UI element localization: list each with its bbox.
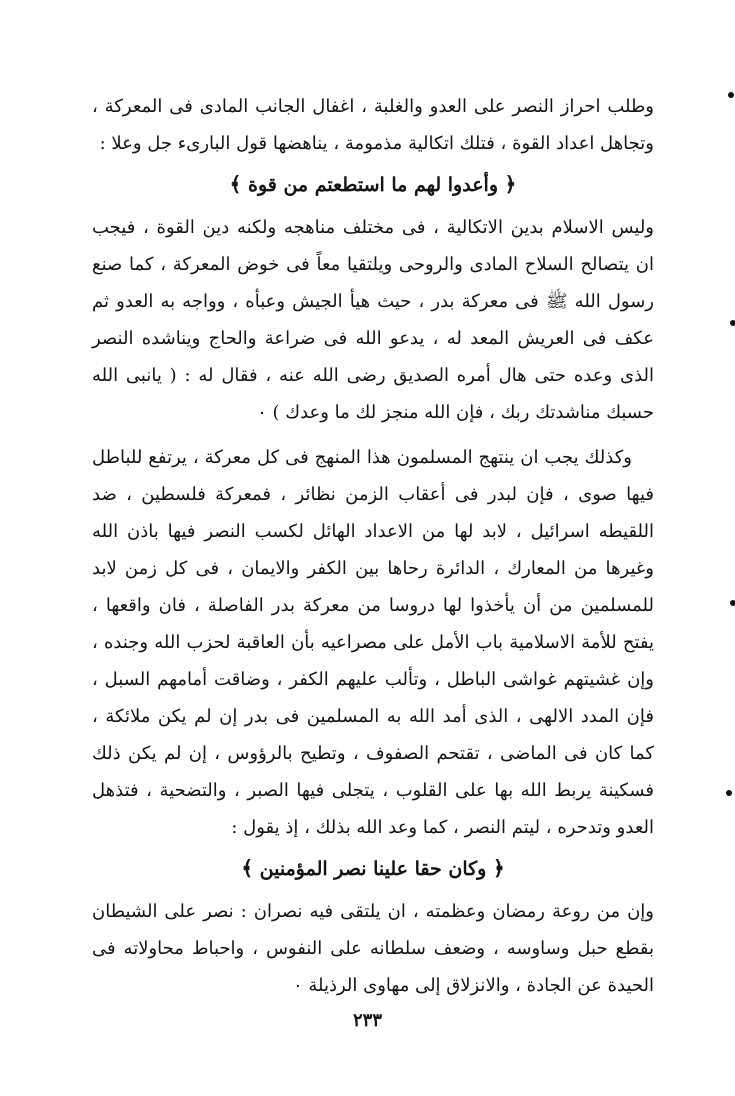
paragraph-1: وطلب احراز النصر على العدو والغلبة ، اغفال الجانب المادى فى المعركة ، وتجاهل اعداد القوة ، فتلك اتكالية مذمومة ، يناهضها قول البارىء جل وعلا : <box>92 96 654 154</box>
page-body <box>92 88 654 1004</box>
margin-mark <box>730 320 735 326</box>
page-number: ٢٣٣ <box>352 1010 382 1031</box>
verse-close-bracket: ﴾ <box>241 856 254 880</box>
paragraph-2: وليس الاسلام بدين الاتكالية ، فى مختلف مناهجه ولكنه دين القوة ، فيجب ان يتصالح السلاح المادى والروحى ويلتقيا معاً فى خوض المعركة ، كما صنع رسول الله ﷺ فى معركة بدر ، حيث هيأ الجيش وعبأه ، وواجه به العدو ثم عكف فى العريش المعد له ، يدعو الله فى ضراعة والحاج ويناشده النصر الذى وعده حتى هال أمره الصديق رضى الله عنه ، فقال له : ( يانبى الله حسبك مناشدتك ربك ، فإن الله منجز لك ما وعدك ) ٠ <box>92 217 654 423</box>
paragraph-4: وإن من روعة رمضان وعظمته ، ان يلتقى فيه نصران : نصر على الشيطان بقطع حبل وساوسه ، وضعف سلطانه على النفوس ، واحباط محاولاته فى الحيدة عن الجادة ، والانزلاق إلى مهاوى الرذيلة ٠ <box>92 901 654 996</box>
verse-close-bracket: ﴾ <box>229 172 242 196</box>
quran-verse-1 <box>92 164 654 205</box>
verse-text: وأعدوا لهم ما استطعتم من قوة <box>247 174 498 196</box>
margin-mark <box>726 790 732 796</box>
verse-open-bracket: ﴿ <box>504 172 517 196</box>
margin-mark <box>730 600 735 606</box>
paragraph-3: وكذلك يجب ان ينتهج المسلمون هذا المنهج فى كل معركة ، يرتفع للباطل فيها صوى ، فإن لبدر فى أعقاب الزمن نظائر ، فمعركة فلسطين ، ضد اللقيطه اسرائيل ، لابد لها من الاعداد الهائل لكسب النصر فيها باذن الله وغيرها من المعارك ، الدائرة رحاها بين الكفر والايمان ، فى كل زمن لابد للمسلمين من أن يأخذوا لها دروسا من معركة بدر الفاصلة ، فان واقعها ، يفتح للأمة الاسلامية باب الأمل على مصراعيه بأن العاقبة لحزب الله وجنده ، وإن غشيتهم غواشى الباطل ، وتألب عليهم الكفر ، وضاقت أمامهم السبل ، فإن المدد الالهى ، الذى أمد الله به المسلمين فى بدر إن لم يكن ملائكة ، كما كان فى الماضى ، تقتحم الصفوف ، وتطيح بالرؤوس ، إن لم يكن ذلك فسكينة يربط الله بها على القلوب ، يتجلى فيها الصبر ، والتضحية ، فتذهل العدو وتدحره ، ليتم النصر ، كما وعد الله بذلك ، إذ يقول : <box>92 447 655 838</box>
verse-text: وكان حقا علينا نصر المؤمنين <box>259 858 487 880</box>
verse-open-bracket: ﴿ <box>492 856 505 880</box>
margin-mark <box>728 92 734 98</box>
quran-verse-2 <box>92 848 654 889</box>
